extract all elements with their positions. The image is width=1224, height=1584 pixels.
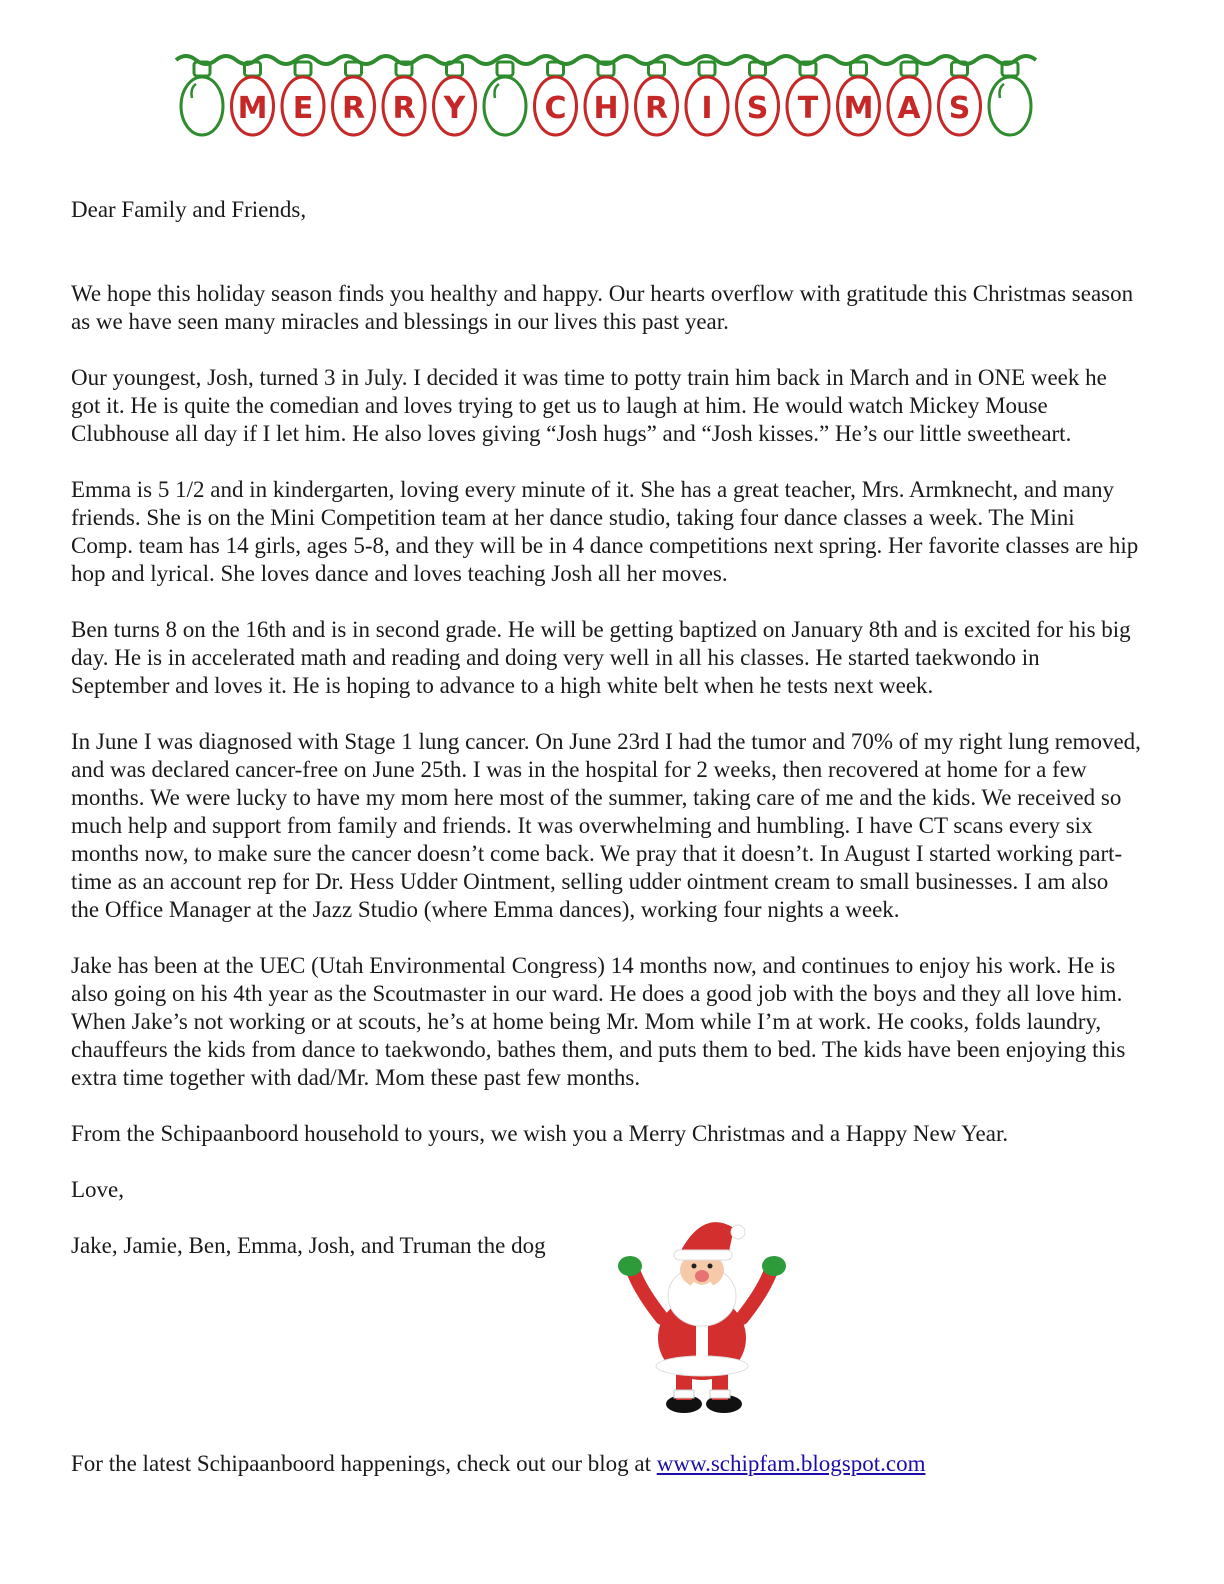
banner-letter: E bbox=[292, 91, 314, 126]
banner-letter: M bbox=[843, 91, 874, 126]
bulb-empty bbox=[484, 77, 526, 135]
bulb-empty bbox=[181, 77, 223, 135]
banner-letter: S bbox=[746, 91, 769, 126]
banner-letter: M bbox=[237, 91, 268, 126]
paragraph-intro: We hope this holiday season finds you healthy and happy. Our hearts overflow with gratitude this Christmas season as we have seen many miracles and blessings in our lives this past year. bbox=[71, 281, 1134, 334]
banner-letter: R bbox=[392, 91, 416, 126]
santa-image bbox=[612, 1198, 792, 1424]
paragraph-jake: Jake has been at the UEC (Utah Environmental Congress) 14 months now, and continues to enjoy his work. He is also going on his 4th year as the Scoutmaster in our ward. He does a good job with the boys and they all love him. When Jake’s not working or at scouts, he’s at home being Mr. Mom while I’m at work. He cooks, folds laundry, chauffeurs the kids from dance to taekwondo, bathes them, and puts them to bed. The kids have been enjoying this extra time together with dad/Mr. Mom these past few months. bbox=[71, 953, 1126, 1090]
closing-love: Love, bbox=[71, 1177, 125, 1202]
signature: Jake, Jamie, Ben, Emma, Josh, and Truman the dog bbox=[71, 1233, 546, 1258]
merry-christmas-banner bbox=[172, 48, 1040, 148]
paragraph-jamie: In June I was diagnosed with Stage 1 lung cancer. On June 23rd I had the tumor and 70% of my right lung removed, and was declared cancer-free on June 25th. I was in the hospital for 2 weeks, then recovered at home for a few months. We were lucky to have my mom here most of the summer, taking care of me and the kids. We received so much help and support from family and friends. It was overwhelming and humbling. I have CT scans every six months now, to make sure the cancer doesn’t come back. We pray that it doesn’t. In August I started working part-time as an account rep for Dr. Hess Udder Ointment, selling udder ointment cream to small businesses. I am also the Office Manager at the Jazz Studio (where Emma dances), working four nights a week. bbox=[71, 729, 1141, 922]
christmas-lights-icon bbox=[172, 48, 1040, 148]
banner-letter: T bbox=[797, 91, 819, 126]
banner-letter: C bbox=[544, 91, 567, 126]
greeting: Dear Family and Friends, bbox=[71, 197, 307, 222]
letter-body bbox=[71, 196, 1141, 1260]
paragraph-emma: Emma is 5 1/2 and in kindergarten, loving every minute of it. She has a great teacher, Mrs. Armknecht, and many friends. She is on the Mini Competition team at her dance studio, taking four dance classes a week. The Mini Comp. team has 14 girls, ages 5-8, and they will be in 4 dance competitions next spring. Her favorite classes are hip hop and lyrical. She loves dance and loves teaching Josh all her moves. bbox=[71, 477, 1139, 586]
paragraph-josh: Our youngest, Josh, turned 3 in July. I decided it was time to potty train him back in March and in ONE week he got it. He is quite the comedian and loves trying to get us to laugh at him. He would watch Mickey Mouse Clubhouse all day if I let him. He also loves giving “Josh hugs” and “Josh kisses.” He’s our little sweetheart. bbox=[71, 365, 1107, 446]
paragraph-wishes: From the Schipaanboord household to yours, we wish you a Merry Christmas and a Happy New Year. bbox=[71, 1121, 1009, 1146]
santa-icon bbox=[612, 1198, 792, 1424]
footer-text: For the latest Schipaanboord happenings, check out our blog at bbox=[71, 1451, 657, 1476]
banner-letter: I bbox=[701, 91, 713, 126]
bulb-empty bbox=[989, 77, 1031, 135]
banner-letter: Y bbox=[443, 91, 466, 126]
paragraph-ben: Ben turns 8 on the 16th and is in second grade. He will be getting baptized on January 8th and is excited for his big day. He is in accelerated math and reading and doing very well in all his classes. He started taekwondo in September and loves it. He is hoping to advance to a high white belt when he tests next week. bbox=[71, 617, 1131, 698]
footer bbox=[71, 1450, 1151, 1478]
banner-letter: S bbox=[948, 91, 971, 126]
banner-letter: A bbox=[897, 91, 921, 126]
banner-letter: R bbox=[341, 91, 366, 126]
bulb-socket bbox=[901, 62, 917, 76]
bulb-socket bbox=[699, 62, 715, 76]
bulb-socket bbox=[497, 62, 513, 76]
blog-link[interactable]: www.schipfam.blogspot.com bbox=[656, 1451, 926, 1476]
banner-letter: H bbox=[593, 91, 619, 126]
bulb-socket bbox=[295, 62, 311, 76]
banner-letter: R bbox=[644, 91, 669, 126]
